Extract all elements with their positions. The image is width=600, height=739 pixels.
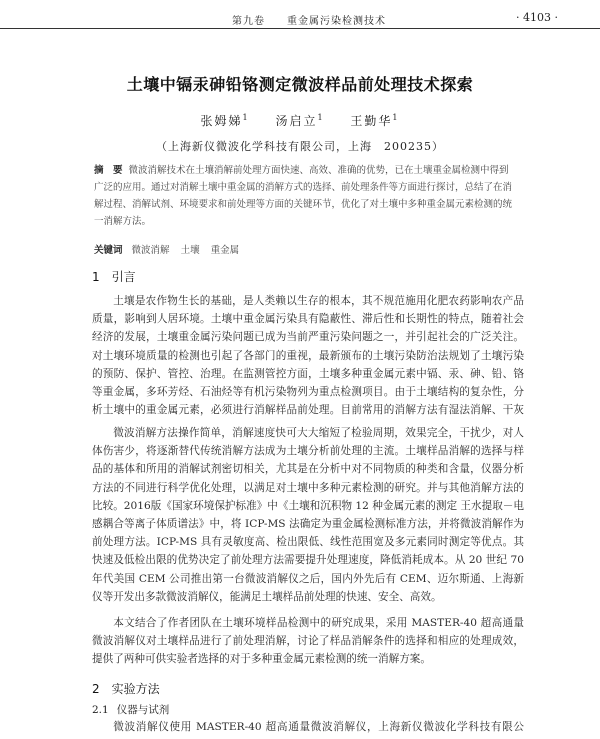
paper-title: 土壤中镉汞砷铅铬测定微波样品前处理技术探索 [126,75,474,94]
keyword: 土壤 [180,245,200,256]
abstract [94,162,518,230]
author: 王勤华$^1$ [350,113,400,128]
keyword: 重金属 [210,245,240,256]
section-heading-intro: 1 引言 [92,270,136,284]
keywords [94,242,518,256]
intro-paragraph-2: 微波消解方法操作简单，消解速度快可大大缩短了检验周期，效果完全，干扰少，对人体伤害少，将逐渐替代传统消解方法成为土壤分析前处理的主流。土壤样品消解的选择与样品的基体和所用的消解试剂密切相关，尤其是在分析中对不同物质的种类和含量，仪器分析方法的不同进行科学优化处理，以满足对土壤中多种元素检测的研究。并与其他消解方法的比较。2016版《国家环境保护标准》中《土壤和沉积物 12 种金属元素的测定 王水提取－电感耦合等离子体质谱法》中，将 ICP-MS 法确定为重金属检测标准方法，并将微波消解作为前处理方法。ICP-MS 具有灵敏度高、检出限低、线性范围宽及多元素同时测定等优点。其快速及低检出限的优势决定了前处理方法需要提升处理速度，降低消耗成本。从 20 世纪 70 年代美国 CEM 公司推出第一台微波消解仪之后，国内外先后有 CEM、迈尔斯通、上海新仪等开发出多款微波消解仪，能满足土壤样品前处理的快速、安全、高效。 [92,427,524,603]
author-list [0,112,600,129]
abstract-text: 微波消解技术在土壤消解前处理方面快速、高效、准确的优势，已在土壤重金属检测中得到广泛的应用。通过对消解土壤中重金属的消解方式的选择、前处理条件等方面进行探讨，总结了在消解过程、消解试剂、环境要求和前处理等方面的关键环节，优化了对土壤中多种重金属元素检测的统一消解方法。 [94,165,513,227]
subsection-heading: 2.1 仪器与试剂 [92,704,170,716]
keywords-label: 关键词 [94,245,123,256]
author: 汤启立$^1$ [275,113,325,128]
abstract-label: 摘 要 [94,165,123,176]
running-header [0,6,600,29]
page-number: · 4103 · [516,11,558,24]
author: 张姆娣$^1$ [200,113,250,128]
keyword: 微波消解 [131,245,170,256]
journal-name: 第九卷 重金属污染检测技术 [232,16,386,27]
section-heading-methods: 2 实验方法 [92,682,160,696]
affiliation: （上海新仪微波化学科技有限公司，上海 200235） [156,140,444,153]
methods-paragraph-1: 微波消解仪使用 MASTER-40 超高通量微波消解仪，上海新仪微波化学科技有限公 [113,721,524,733]
intro-paragraph-1: 土壤是农作物生长的基础，是人类赖以生存的根本，其不规范施用化肥农药影响农产品质量，影响到人居环境。土壤中重金属污染具有隐蔽性、滞后性和长期性的特点，随着社会经济的发展，土壤重金属污染问题已成为当前严重污染问题之一，并引起社会的广泛关注。对土壤环境质量的检测也引起了各部门的重视，最新颁布的土壤污染防治法规划了土壤污染的预防、保护、管控、治理。在监测管控方面，土壤多种重金属元素中镉、汞、砷、铅、铬等重金属，多环芳烃、石油烃等有机污染物列为重点检测项目。由于土壤结构的复杂性，分析土壤中的重金属元素，必须进行消解样品前处理。目前常用的消解方法有湿法消解、干灰 [92,295,524,417]
intro-paragraph-3: 本文结合了作者团队在土壤环境样品检测中的研究成果，采用 MASTER-40 超高通量微波消解仪对土壤样品进行了前处理消解，讨论了样品消解条件的选择和相应的处理成效，提供了两种可供实验者选择的对于多种重金属元素检测的统一消解方案。 [92,617,524,666]
